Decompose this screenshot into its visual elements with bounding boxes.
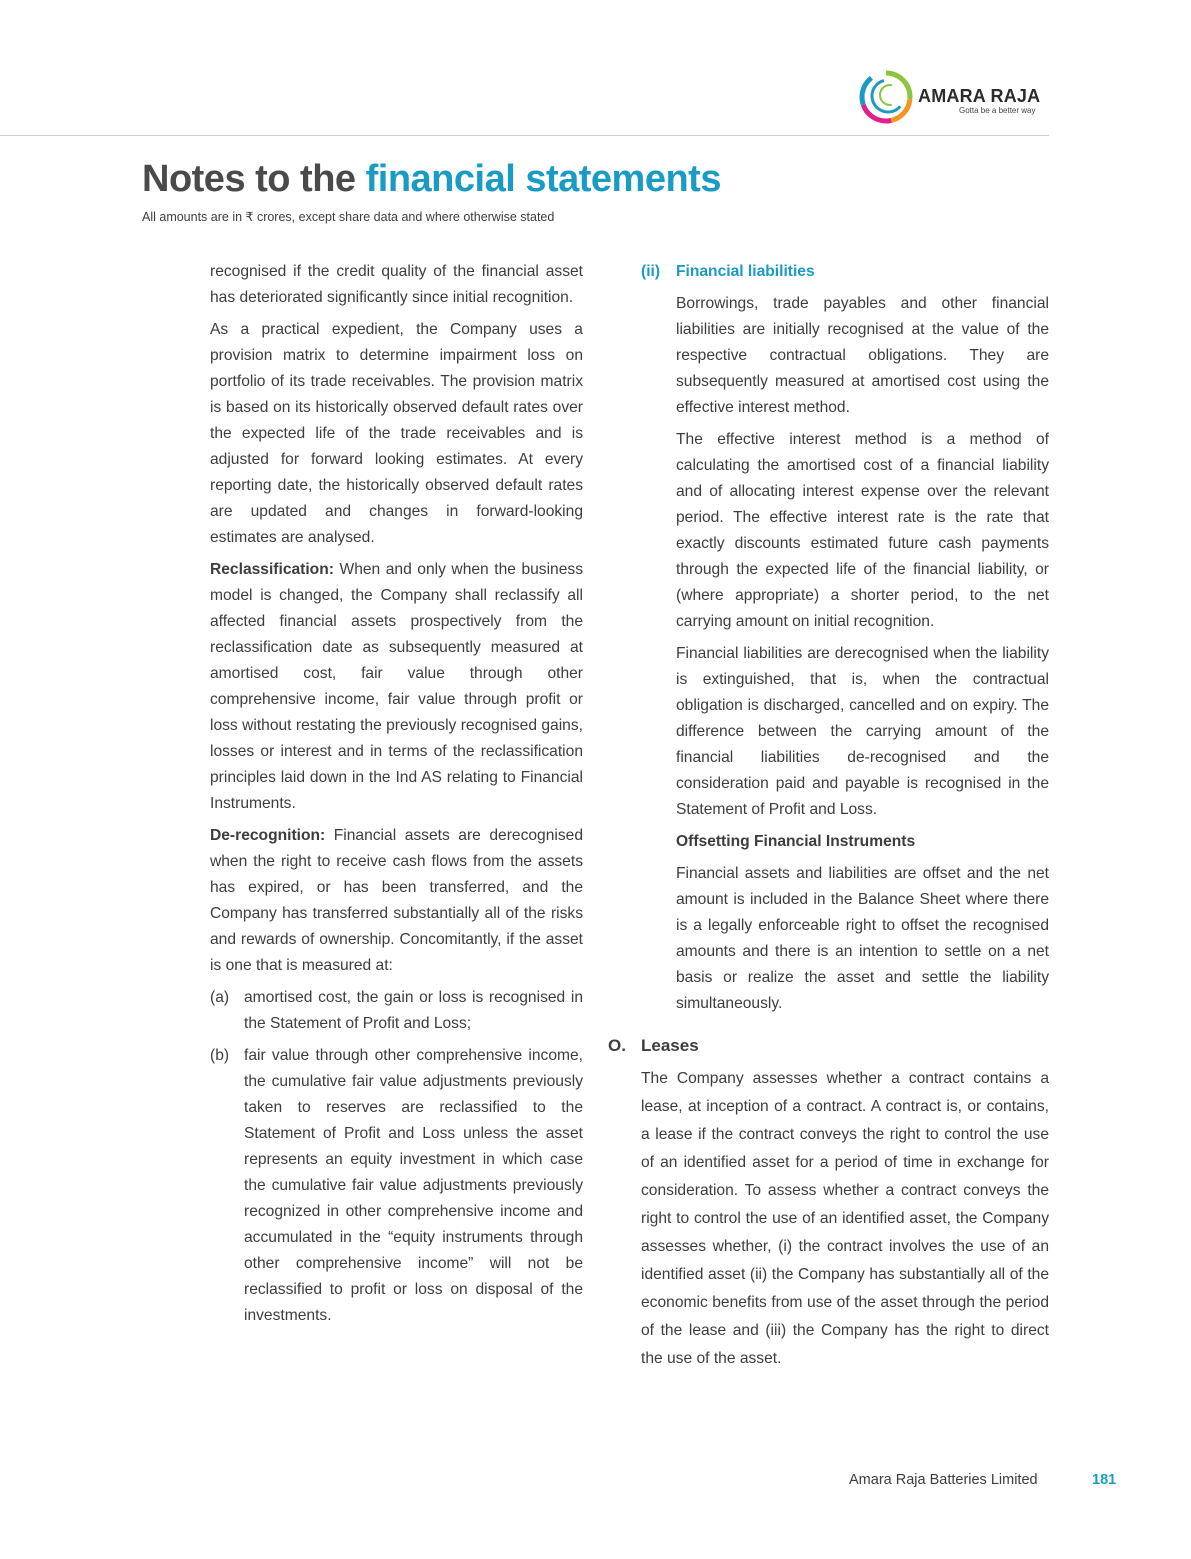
title-part-2: financial statements (365, 158, 721, 200)
company-logo (859, 70, 1059, 124)
section-number: O. (608, 1036, 626, 1055)
left-column (210, 259, 583, 1335)
paragraph-effective-interest: The effective interest method is a method of calculating the amortised cost of a financial liability and of allocating interest expense over the relevant period. The effective interest rate is the rate that exactly discounts estimated future cash payments through the expected life of the financial liability, or (where appropriate) a shorter period, to the net carrying amount on initial recognition. (676, 431, 1049, 630)
list-item-number: (a) (210, 989, 230, 1006)
list-item-number: (b) (210, 1047, 230, 1064)
derecognition-text: Financial assets are derecognised when the right to receive cash flows from the assets has expired, or has been transferred, and the Company has transferred substantially all of the risks and rewards of ownership. Concomitantly, if the asset is one that is measured at: (210, 827, 583, 974)
financial-liabilities-body (641, 291, 1049, 1017)
paragraph-offsetting: Financial assets and liabilities are offset and the net amount is included in the Balance Sheet where there is a legally enforceable right to offset the recognised amounts and there is an intention to settle on a net basis or realize the asset and settle the liability simultaneously. (676, 865, 1049, 1012)
reclassification-text: When and only when the business model is changed, the Company shall reclassify all affected financial assets prospectively from the reclassification date as subsequently measured at amortised cost, fair value through other comprehensive income, fair value through profit or loss without restating the previously recognised gains, losses or interest and in terms of the reclassification principles laid down in the Ind AS relating to Financial Instruments. (210, 561, 583, 812)
footer-company-name: Amara Raja Batteries Limited (849, 1472, 1038, 1488)
header-divider (0, 135, 1049, 136)
subheading-offsetting: Offsetting Financial Instruments (676, 833, 916, 850)
reclassification-label: Reclassification: (210, 561, 334, 578)
list-item-text: fair value through other comprehensive income, the cumulative fair value adjustments previously taken to reserves are reclassified to the Statement of Profit and Loss unless the asset represents an equity investment in which case the cumulative fair value adjustments previously recognized in other comprehensive income and accumulated in the “equity instruments through other comprehensive income” will not be reclassified to profit or loss on disposal of the investments. (244, 1047, 583, 1324)
brand-tagline: Gotta be a better way (959, 106, 1036, 115)
page-number: 181 (1092, 1472, 1117, 1488)
list-item (210, 1043, 583, 1329)
paragraph-borrowings: Borrowings, trade payables and other financial liabilities are initially recognised at the value of the respective contractual obligations. They are subsequently measured at amortised cost using the effective interest method. (676, 295, 1049, 416)
list-item-text: amortised cost, the gain or loss is recognised in the Statement of Profit and Loss; (244, 989, 583, 1032)
page-subtitle: All amounts are in ₹ crores, except share data and where otherwise stated (142, 210, 555, 224)
section-title: Financial liabilities (676, 263, 815, 280)
right-column (608, 259, 1049, 1379)
section-title: Leases (641, 1036, 699, 1055)
paragraph-derecognition (210, 823, 583, 979)
paragraph-reclassification (210, 557, 583, 817)
brand-name: AMARA RAJA (918, 86, 1041, 106)
derecognition-label: De-recognition: (210, 827, 326, 844)
paragraph-practical-expedient: As a practical expedient, the Company uses a provision matrix to determine impairment loss on portfolio of its trade receivables. The provision matrix is based on its historically observed default rates over the expected life of the trade receivables and is adjusted for forward looking estimates. At every reporting date, the historically observed default rates are updated and changes in forward-looking estimates are analysed. (210, 321, 583, 546)
section-number: (ii) (641, 263, 661, 280)
paragraph-leases: The Company assesses whether a contract contains a lease, at inception of a contract. A contract is, or contains, a lease if the contract conveys the right to control the use of an identified asset for a period of time in exchange for consideration. To assess whether a contract conveys the right to control the use of an identified asset, the Company assesses whether, (i) the contract involves the use of an identified asset (ii) the Company has substantially all of the economic benefits from use of the asset through the period of the lease and (iii) the Company has the right to direct the use of the asset. (641, 1070, 1049, 1367)
section-heading-leases (608, 1033, 1049, 1059)
title-part-1: Notes to the (142, 158, 366, 200)
section-heading-financial-liabilities (641, 259, 1049, 285)
paragraph-credit-quality: recognised if the credit quality of the financial asset has deteriorated significantly since initial recognition. (210, 263, 583, 306)
list-item (210, 985, 583, 1037)
page-title (142, 158, 721, 201)
paragraph-derecognised-liabilities: Financial liabilities are derecognised when the liability is extinguished, that is, when the contractual obligation is discharged, cancelled and on expiry. The difference between the carrying amount of the financial liabilities de-recognised and the consideration paid and payable is recognised in the Statement of Profit and Loss. (676, 645, 1049, 818)
swirl-logo-icon (859, 70, 913, 124)
